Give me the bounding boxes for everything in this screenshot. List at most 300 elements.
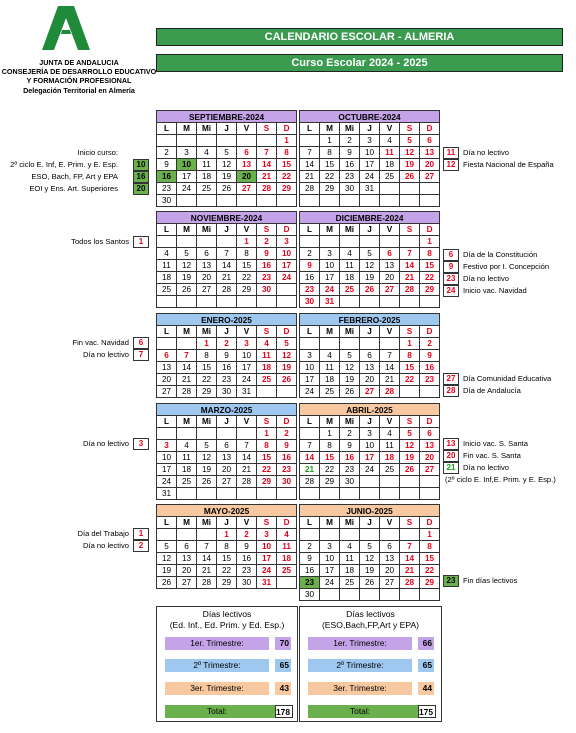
- day-cell: 25: [380, 171, 400, 183]
- day-cell: 12: [177, 260, 197, 272]
- day-cell: [420, 476, 440, 488]
- day-cell: [420, 195, 440, 207]
- weekday-header: J: [360, 416, 380, 428]
- day-cell: 16: [420, 362, 440, 374]
- day-cell: 3: [360, 428, 380, 440]
- day-cell: 4: [380, 135, 400, 147]
- day-cell: 7: [380, 350, 400, 362]
- day-cell: [400, 488, 420, 500]
- day-cell: [380, 296, 400, 308]
- day-cell: 7: [300, 147, 320, 159]
- junta-andalucia-logo: [38, 4, 94, 52]
- weekday-header: Mi: [340, 123, 360, 135]
- day-cell: 5: [277, 338, 297, 350]
- note-dic9-day: 9: [443, 261, 459, 273]
- day-cell: 2: [300, 541, 320, 553]
- day-cell: 15: [320, 452, 340, 464]
- weekday-header: Mi: [340, 326, 360, 338]
- month-octubre-2024: [299, 110, 440, 207]
- day-cell: 13: [237, 159, 257, 171]
- day-cell: 19: [400, 159, 420, 171]
- day-cell: 2: [157, 147, 177, 159]
- day-cell: 23: [157, 183, 177, 195]
- day-cell: 9: [300, 553, 320, 565]
- day-cell: 11: [320, 362, 340, 374]
- day-cell: [277, 296, 297, 308]
- day-cell: 8: [420, 248, 440, 260]
- day-cell: 17: [157, 464, 177, 476]
- day-cell: 29: [320, 183, 340, 195]
- day-cell: 23: [340, 171, 360, 183]
- day-cell: 14: [257, 159, 277, 171]
- day-cell: 13: [197, 260, 217, 272]
- day-cell: 12: [360, 553, 380, 565]
- day-cell: 12: [197, 452, 217, 464]
- day-cell: 29: [320, 476, 340, 488]
- day-cell: [177, 296, 197, 308]
- day-cell: 14: [300, 452, 320, 464]
- summary-label: 2º Trimestre:: [165, 659, 269, 672]
- day-cell: 4: [257, 338, 277, 350]
- day-cell: 30: [157, 195, 177, 207]
- day-cell: [300, 338, 320, 350]
- summary-value: 65: [275, 659, 291, 672]
- day-cell: 28: [197, 577, 217, 589]
- note-nolectivo-may: Día no lectivo: [82, 541, 129, 550]
- day-cell: [177, 135, 197, 147]
- day-cell: 8: [400, 350, 420, 362]
- day-cell: 1: [320, 428, 340, 440]
- day-cell: 23: [300, 284, 320, 296]
- day-cell: 20: [380, 565, 400, 577]
- summary-eso-head1: Días lectivos: [346, 609, 395, 619]
- day-cell: 28: [217, 284, 237, 296]
- day-cell: 15: [277, 159, 297, 171]
- day-cell: [257, 135, 277, 147]
- day-cell: 6: [380, 541, 400, 553]
- summary-eso-t2: [308, 659, 432, 672]
- day-cell: 1: [400, 338, 420, 350]
- day-cell: 27: [380, 577, 400, 589]
- note-ciclo-day: 10: [133, 159, 149, 171]
- weekday-header: M: [177, 416, 197, 428]
- month-title: NOVIEMBRE-2024: [157, 212, 297, 224]
- day-cell: [360, 476, 380, 488]
- weekday-header: Mi: [197, 224, 217, 236]
- summary-label: 1er. Trimestre:: [308, 637, 412, 650]
- day-cell: 3: [277, 236, 297, 248]
- summary-label: 2º Trimestre:: [308, 659, 412, 672]
- day-cell: 21: [300, 464, 320, 476]
- note-dic9: Festivo por I. Concepción: [463, 262, 550, 271]
- day-cell: 24: [237, 374, 257, 386]
- day-cell: [380, 529, 400, 541]
- day-cell: 22: [237, 272, 257, 284]
- day-cell: 4: [177, 440, 197, 452]
- day-cell: 27: [360, 386, 380, 398]
- day-cell: [380, 476, 400, 488]
- day-cell: 8: [237, 248, 257, 260]
- day-cell: 19: [400, 452, 420, 464]
- page-title: CALENDARIO ESCOLAR - ALMERIA: [156, 28, 563, 46]
- day-cell: [360, 589, 380, 601]
- weekday-header: J: [360, 326, 380, 338]
- note-oct12: Fiesta Nacional de España: [463, 160, 554, 169]
- day-cell: [257, 296, 277, 308]
- weekday-header: Mi: [340, 517, 360, 529]
- org-formacion: Y FORMACIÓN PROFESIONAL: [26, 76, 132, 85]
- day-cell: 13: [217, 452, 237, 464]
- day-cell: [360, 488, 380, 500]
- summary-label: Total:: [349, 706, 371, 716]
- weekday-header: J: [217, 416, 237, 428]
- day-cell: 12: [157, 553, 177, 565]
- weekday-header: M: [177, 517, 197, 529]
- day-cell: 15: [217, 553, 237, 565]
- day-cell: 24: [177, 183, 197, 195]
- month-title: DICIEMBRE-2024: [300, 212, 440, 224]
- day-cell: 8: [420, 541, 440, 553]
- day-cell: [277, 577, 297, 589]
- month-enero-2025: [156, 313, 297, 398]
- day-cell: 8: [197, 350, 217, 362]
- day-cell: 15: [320, 159, 340, 171]
- day-cell: 7: [400, 248, 420, 260]
- day-cell: [400, 386, 420, 398]
- day-cell: [360, 195, 380, 207]
- weekday-header: L: [300, 123, 320, 135]
- day-cell: 13: [360, 362, 380, 374]
- day-cell: 1: [320, 135, 340, 147]
- month-title: JUNIO-2025: [300, 505, 440, 517]
- day-cell: 23: [277, 464, 297, 476]
- summary-eso-t1: [308, 637, 432, 650]
- day-cell: 9: [340, 147, 360, 159]
- day-cell: 12: [277, 350, 297, 362]
- weekday-header: M: [320, 517, 340, 529]
- weekday-header: L: [157, 326, 177, 338]
- month-title: SEPTIEMBRE-2024: [157, 111, 297, 123]
- day-cell: [380, 589, 400, 601]
- day-cell: 23: [420, 374, 440, 386]
- day-cell: 25: [277, 565, 297, 577]
- weekday-header: D: [277, 123, 297, 135]
- day-cell: 10: [360, 440, 380, 452]
- day-cell: 18: [380, 159, 400, 171]
- weekday-header: J: [217, 123, 237, 135]
- weekday-header: V: [237, 326, 257, 338]
- day-cell: 11: [277, 541, 297, 553]
- summary-eso-t3: [308, 682, 432, 695]
- day-cell: 22: [217, 565, 237, 577]
- summary-value: 43: [275, 682, 291, 695]
- note-dic24-day: 24: [443, 285, 459, 297]
- note-abr13: Inicio vac. S. Santa: [463, 439, 529, 448]
- note-feb28: Día de Andalucía: [463, 386, 521, 395]
- day-cell: 6: [420, 135, 440, 147]
- day-cell: 25: [320, 386, 340, 398]
- day-cell: 21: [400, 565, 420, 577]
- day-cell: [197, 236, 217, 248]
- weekday-header: D: [277, 326, 297, 338]
- day-cell: 18: [257, 362, 277, 374]
- day-cell: 8: [217, 541, 237, 553]
- day-cell: 26: [177, 284, 197, 296]
- day-cell: 7: [257, 147, 277, 159]
- day-cell: 19: [360, 272, 380, 284]
- day-cell: 9: [277, 440, 297, 452]
- day-cell: 2: [420, 338, 440, 350]
- day-cell: [340, 589, 360, 601]
- day-cell: 5: [360, 541, 380, 553]
- day-cell: 25: [157, 284, 177, 296]
- note-abr13-day: 13: [443, 438, 459, 450]
- day-cell: [217, 428, 237, 440]
- day-cell: 4: [340, 541, 360, 553]
- weekday-header: V: [380, 416, 400, 428]
- month-marzo-2025: [156, 403, 297, 500]
- day-cell: 13: [177, 553, 197, 565]
- note-nolectivo-may-day: 2: [133, 540, 149, 552]
- day-cell: 12: [360, 260, 380, 272]
- month-noviembre-2024: [156, 211, 297, 308]
- day-cell: [157, 529, 177, 541]
- day-cell: [380, 236, 400, 248]
- day-cell: [197, 296, 217, 308]
- weekday-header: L: [300, 517, 320, 529]
- weekday-header: S: [257, 416, 277, 428]
- day-cell: 18: [197, 171, 217, 183]
- day-cell: 14: [300, 159, 320, 171]
- day-cell: [380, 488, 400, 500]
- summary-value: 178: [275, 705, 293, 718]
- summary-value: 175: [418, 705, 436, 718]
- weekday-header: L: [157, 517, 177, 529]
- summary-value: 70: [275, 637, 291, 650]
- day-cell: 10: [360, 147, 380, 159]
- day-cell: 4: [197, 147, 217, 159]
- note-dic23: Día no lectivo: [463, 274, 510, 283]
- day-cell: 20: [157, 374, 177, 386]
- day-cell: 25: [257, 374, 277, 386]
- day-cell: 21: [177, 374, 197, 386]
- day-cell: 26: [340, 386, 360, 398]
- summary-value: 44: [418, 682, 434, 695]
- day-cell: [217, 488, 237, 500]
- day-cell: 24: [257, 565, 277, 577]
- note-santos: Todos los Santos: [71, 237, 129, 246]
- day-cell: [277, 284, 297, 296]
- month-febrero-2025: [299, 313, 440, 398]
- day-cell: 25: [340, 577, 360, 589]
- day-cell: 28: [400, 577, 420, 589]
- day-cell: 29: [277, 183, 297, 195]
- day-cell: [300, 135, 320, 147]
- org-delegacion: Delegación Territorial en Almería: [23, 86, 135, 95]
- weekday-header: V: [380, 123, 400, 135]
- day-cell: 17: [177, 171, 197, 183]
- weekday-header: J: [360, 123, 380, 135]
- note-eoi-day: 20: [133, 183, 149, 195]
- day-cell: 5: [197, 440, 217, 452]
- day-cell: 30: [277, 476, 297, 488]
- day-cell: [400, 195, 420, 207]
- day-cell: 10: [177, 159, 197, 171]
- month-title: MAYO-2025: [157, 505, 297, 517]
- day-cell: 9: [300, 260, 320, 272]
- month-title: ABRIL-2025: [300, 404, 440, 416]
- day-cell: 30: [300, 589, 320, 601]
- day-cell: [277, 195, 297, 207]
- weekday-header: Mi: [197, 416, 217, 428]
- day-cell: 8: [257, 440, 277, 452]
- weekday-header: Mi: [197, 326, 217, 338]
- weekday-header: D: [420, 517, 440, 529]
- day-cell: 4: [157, 248, 177, 260]
- day-cell: 10: [320, 260, 340, 272]
- note-oct11: Día no lectivo: [463, 148, 510, 157]
- day-cell: [300, 529, 320, 541]
- note-oct11-day: 11: [443, 147, 459, 159]
- month-title: ENERO-2025: [157, 314, 297, 326]
- day-cell: [320, 589, 340, 601]
- weekday-header: S: [400, 517, 420, 529]
- day-cell: [257, 386, 277, 398]
- day-cell: 16: [340, 159, 360, 171]
- weekday-header: Mi: [197, 123, 217, 135]
- day-cell: 27: [217, 476, 237, 488]
- day-cell: [197, 195, 217, 207]
- day-cell: 5: [217, 147, 237, 159]
- day-cell: 2: [277, 428, 297, 440]
- day-cell: 29: [420, 577, 440, 589]
- day-cell: 17: [237, 362, 257, 374]
- day-cell: 11: [157, 260, 177, 272]
- day-cell: 14: [237, 452, 257, 464]
- day-cell: 29: [257, 476, 277, 488]
- note-abr20-day: 20: [443, 450, 459, 462]
- summary-infantil-t1: [165, 637, 289, 650]
- note-dic6: Día de la Constitución: [463, 250, 538, 259]
- day-cell: 12: [217, 159, 237, 171]
- day-cell: 22: [197, 374, 217, 386]
- page-subtitle: Curso Escolar 2024 - 2025: [156, 54, 563, 72]
- day-cell: [340, 529, 360, 541]
- note-abr20: Fin vac. S. Santa: [463, 451, 521, 460]
- day-cell: 3: [257, 529, 277, 541]
- day-cell: 2: [300, 248, 320, 260]
- day-cell: 31: [360, 183, 380, 195]
- day-cell: 9: [217, 350, 237, 362]
- day-cell: 11: [197, 159, 217, 171]
- summary-label: 3er. Trimestre:: [165, 682, 269, 695]
- day-cell: [237, 488, 257, 500]
- day-cell: 6: [237, 147, 257, 159]
- day-cell: 26: [360, 577, 380, 589]
- day-cell: 31: [257, 577, 277, 589]
- day-cell: 17: [320, 272, 340, 284]
- day-cell: 1: [217, 529, 237, 541]
- day-cell: [300, 428, 320, 440]
- weekday-header: Mi: [340, 416, 360, 428]
- day-cell: 6: [197, 248, 217, 260]
- weekday-header: S: [257, 123, 277, 135]
- day-cell: [177, 338, 197, 350]
- day-cell: 23: [300, 577, 320, 589]
- day-cell: [400, 236, 420, 248]
- day-cell: 11: [257, 350, 277, 362]
- weekday-header: S: [400, 123, 420, 135]
- day-cell: 23: [340, 464, 360, 476]
- day-cell: 18: [177, 464, 197, 476]
- day-cell: [380, 183, 400, 195]
- weekday-header: D: [420, 416, 440, 428]
- weekday-header: M: [177, 123, 197, 135]
- weekday-header: S: [400, 326, 420, 338]
- day-cell: 30: [257, 284, 277, 296]
- day-cell: 24: [320, 577, 340, 589]
- day-cell: 24: [360, 464, 380, 476]
- day-cell: 9: [157, 159, 177, 171]
- day-cell: [400, 529, 420, 541]
- day-cell: 17: [257, 553, 277, 565]
- day-cell: 24: [157, 476, 177, 488]
- day-cell: 13: [420, 440, 440, 452]
- day-cell: 15: [400, 362, 420, 374]
- day-cell: 28: [257, 183, 277, 195]
- summary-eso-total: [308, 705, 436, 718]
- month-title: MARZO-2025: [157, 404, 297, 416]
- day-cell: 29: [197, 386, 217, 398]
- weekday-header: S: [400, 416, 420, 428]
- day-cell: 18: [277, 553, 297, 565]
- day-cell: 3: [177, 147, 197, 159]
- day-cell: 27: [380, 284, 400, 296]
- day-cell: 21: [300, 171, 320, 183]
- day-cell: [360, 338, 380, 350]
- day-cell: 2: [217, 338, 237, 350]
- summary-value: 65: [418, 659, 434, 672]
- summary-value: 66: [418, 637, 434, 650]
- day-cell: 10: [257, 541, 277, 553]
- weekday-header: V: [237, 224, 257, 236]
- summary-label: 1er. Trimestre:: [165, 637, 269, 650]
- day-cell: 22: [320, 171, 340, 183]
- note-ciclo: 2º ciclo E. Inf, E. Prim. y E. Esp.: [10, 160, 118, 169]
- note-nolectivo-ene: Día no lectivo: [82, 350, 129, 359]
- day-cell: 3: [237, 338, 257, 350]
- note-dic23-day: 23: [443, 273, 459, 285]
- summary-label: 3er. Trimestre:: [308, 682, 412, 695]
- weekday-header: L: [157, 416, 177, 428]
- day-cell: 21: [380, 374, 400, 386]
- day-cell: 9: [420, 350, 440, 362]
- weekday-header: L: [300, 326, 320, 338]
- day-cell: 15: [197, 362, 217, 374]
- summary-eso-head2: (ESO,Bach,FP,Art y EPA): [321, 620, 420, 630]
- day-cell: 18: [340, 272, 360, 284]
- day-cell: [197, 529, 217, 541]
- day-cell: [420, 183, 440, 195]
- day-cell: 20: [217, 464, 237, 476]
- weekday-header: V: [237, 123, 257, 135]
- summary-infantil-total: [165, 705, 293, 718]
- day-cell: 12: [400, 147, 420, 159]
- day-cell: [157, 338, 177, 350]
- day-cell: 28: [380, 386, 400, 398]
- day-cell: 15: [420, 553, 440, 565]
- day-cell: [177, 236, 197, 248]
